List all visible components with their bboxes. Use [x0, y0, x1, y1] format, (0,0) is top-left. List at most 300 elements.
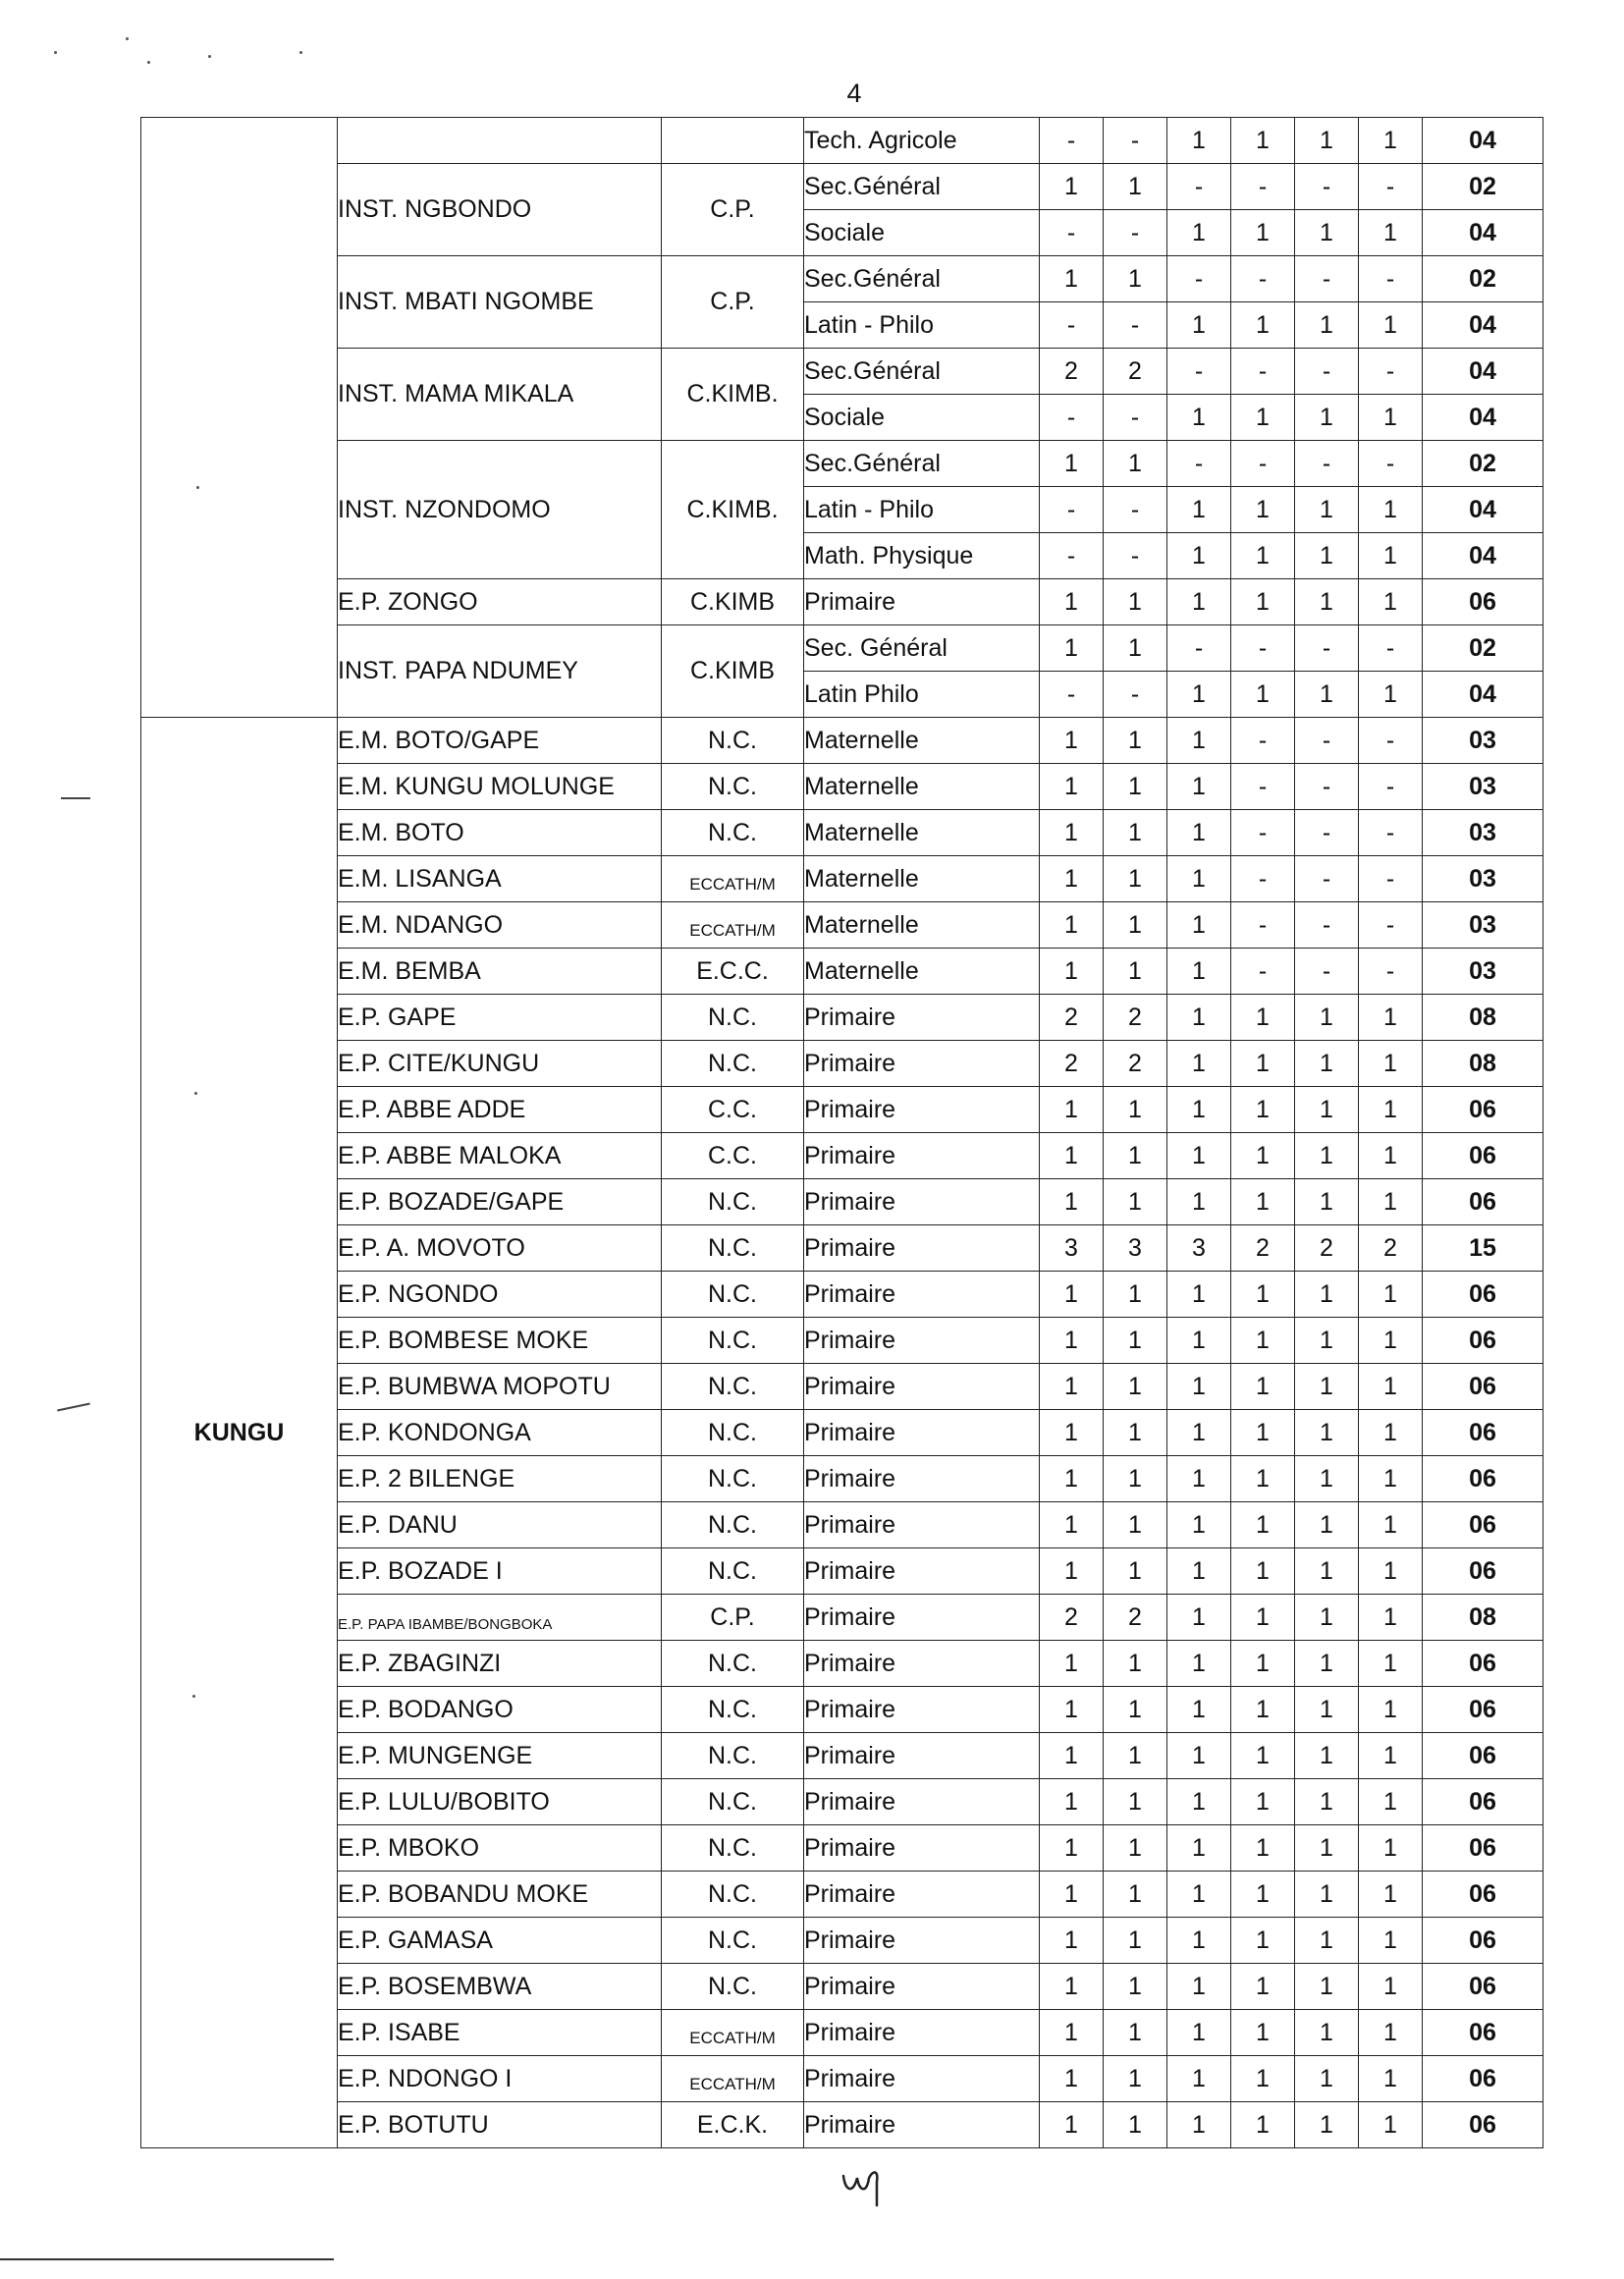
count-cell: 1 — [1167, 1502, 1231, 1548]
count-cell: - — [1231, 810, 1295, 856]
count-cell: 1 — [1104, 2102, 1167, 2148]
count-cell: 1 — [1040, 856, 1104, 902]
count-cell: 1 — [1295, 1087, 1359, 1133]
scan-dot — [208, 55, 211, 58]
total-cell: 04 — [1423, 487, 1543, 533]
code-cell: N.C. — [662, 1733, 804, 1779]
school-cell: E.P. ABBE ADDE — [338, 1087, 662, 1133]
count-cell: 1 — [1167, 949, 1231, 995]
count-cell: - — [1040, 302, 1104, 349]
count-cell: 1 — [1295, 1641, 1359, 1687]
count-cell: 1 — [1104, 1733, 1167, 1779]
count-cell: 1 — [1040, 1364, 1104, 1410]
count-cell: 1 — [1295, 579, 1359, 625]
count-cell: 1 — [1167, 1779, 1231, 1825]
count-cell: - — [1295, 949, 1359, 995]
count-cell: 1 — [1167, 2102, 1231, 2148]
option-cell: Primaire — [804, 1456, 1040, 1502]
count-cell: 1 — [1104, 164, 1167, 210]
count-cell: 1 — [1040, 718, 1104, 764]
count-cell: - — [1295, 856, 1359, 902]
total-cell: 06 — [1423, 1548, 1543, 1595]
count-cell: 1 — [1040, 1548, 1104, 1595]
total-cell: 03 — [1423, 718, 1543, 764]
table-row — [141, 1548, 1543, 1595]
count-cell: 1 — [1104, 1087, 1167, 1133]
total-cell: 04 — [1423, 349, 1543, 395]
count-cell: 3 — [1167, 1225, 1231, 1272]
count-cell: 1 — [1231, 1641, 1295, 1687]
count-cell: 1 — [1231, 533, 1295, 579]
count-cell: 1 — [1040, 164, 1104, 210]
count-cell: 1 — [1231, 1318, 1295, 1364]
school-cell: E.P. ISABE — [338, 2010, 662, 2056]
count-cell: 1 — [1104, 1502, 1167, 1548]
count-cell: 1 — [1359, 1502, 1423, 1548]
count-cell: 1 — [1104, 764, 1167, 810]
count-cell: 1 — [1359, 210, 1423, 256]
table-row — [141, 1825, 1543, 1872]
count-cell: - — [1167, 625, 1231, 672]
code-cell: N.C. — [662, 1548, 804, 1595]
count-cell: 1 — [1104, 256, 1167, 302]
code-cell: ECCATH/M — [662, 2056, 804, 2102]
code-cell: N.C. — [662, 764, 804, 810]
table-row — [141, 718, 1543, 764]
code-cell: N.C. — [662, 1779, 804, 1825]
table-row — [141, 902, 1543, 949]
count-cell: 1 — [1359, 118, 1423, 164]
count-cell: 1 — [1295, 1179, 1359, 1225]
option-cell: Maternelle — [804, 810, 1040, 856]
count-cell: 1 — [1104, 1179, 1167, 1225]
count-cell: 1 — [1040, 1825, 1104, 1872]
total-cell: 06 — [1423, 1502, 1543, 1548]
school-cell: E.P. KONDONGA — [338, 1410, 662, 1456]
total-cell: 06 — [1423, 2010, 1543, 2056]
count-cell: 1 — [1040, 625, 1104, 672]
count-cell: 1 — [1040, 1456, 1104, 1502]
scan-dot — [196, 486, 199, 489]
count-cell: - — [1359, 164, 1423, 210]
count-cell: 1 — [1104, 902, 1167, 949]
option-cell: Sec. Général — [804, 625, 1040, 672]
count-cell: 1 — [1040, 1410, 1104, 1456]
option-cell: Maternelle — [804, 949, 1040, 995]
total-cell: 04 — [1423, 302, 1543, 349]
option-cell: Primaire — [804, 1825, 1040, 1872]
count-cell: - — [1359, 718, 1423, 764]
scan-dot — [126, 37, 129, 40]
total-cell: 04 — [1423, 118, 1543, 164]
option-cell: Latin - Philo — [804, 487, 1040, 533]
count-cell: 2 — [1104, 995, 1167, 1041]
count-cell: - — [1231, 718, 1295, 764]
school-cell: E.P. BOBANDU MOKE — [338, 1872, 662, 1918]
count-cell: 1 — [1167, 1087, 1231, 1133]
count-cell: 1 — [1231, 1964, 1295, 2010]
scan-dot — [147, 61, 150, 64]
count-cell: 1 — [1295, 1687, 1359, 1733]
count-cell: - — [1167, 441, 1231, 487]
table-row — [141, 1502, 1543, 1548]
total-cell: 03 — [1423, 856, 1543, 902]
option-cell: Primaire — [804, 1410, 1040, 1456]
school-cell: E.P. BOTUTU — [338, 2102, 662, 2148]
total-cell: 06 — [1423, 1641, 1543, 1687]
code-cell: C.P. — [662, 164, 804, 256]
count-cell: 1 — [1295, 1733, 1359, 1779]
code-cell: N.C. — [662, 1179, 804, 1225]
count-cell: 1 — [1295, 1318, 1359, 1364]
count-cell: - — [1359, 902, 1423, 949]
count-cell: 2 — [1104, 1595, 1167, 1641]
count-cell: 1 — [1359, 1179, 1423, 1225]
count-cell: - — [1359, 810, 1423, 856]
count-cell: - — [1040, 672, 1104, 718]
code-cell: N.C. — [662, 1918, 804, 1964]
count-cell: 1 — [1295, 1456, 1359, 1502]
table-row — [141, 349, 1543, 395]
code-cell: N.C. — [662, 1825, 804, 1872]
count-cell: 1 — [1359, 1733, 1423, 1779]
count-cell: 1 — [1040, 1133, 1104, 1179]
count-cell: - — [1040, 118, 1104, 164]
school-cell: E.P. MBOKO — [338, 1825, 662, 1872]
count-cell: 1 — [1359, 487, 1423, 533]
count-cell: 1 — [1231, 1825, 1295, 1872]
total-cell: 06 — [1423, 2102, 1543, 2148]
count-cell: 1 — [1231, 1595, 1295, 1641]
count-cell: - — [1040, 210, 1104, 256]
count-cell: 1 — [1167, 856, 1231, 902]
count-cell: 1 — [1295, 1918, 1359, 1964]
table-row — [141, 1364, 1543, 1410]
count-cell: 1 — [1359, 672, 1423, 718]
option-cell: Maternelle — [804, 856, 1040, 902]
school-cell — [338, 118, 662, 164]
count-cell: 1 — [1167, 1872, 1231, 1918]
option-cell: Sec.Général — [804, 349, 1040, 395]
code-cell: N.C. — [662, 1687, 804, 1733]
code-cell: C.KIMB — [662, 579, 804, 625]
count-cell: 1 — [1359, 1318, 1423, 1364]
code-cell: N.C. — [662, 1410, 804, 1456]
count-cell: 1 — [1359, 1364, 1423, 1410]
count-cell: 1 — [1104, 1687, 1167, 1733]
code-cell: C.C. — [662, 1133, 804, 1179]
count-cell: 1 — [1359, 1825, 1423, 1872]
option-cell: Math. Physique — [804, 533, 1040, 579]
count-cell: 1 — [1231, 1687, 1295, 1733]
option-cell: Primaire — [804, 1872, 1040, 1918]
count-cell: 1 — [1231, 395, 1295, 441]
count-cell: 1 — [1167, 118, 1231, 164]
count-cell: 1 — [1040, 1687, 1104, 1733]
count-cell: 1 — [1359, 1087, 1423, 1133]
school-cell: E.P. NDONGO I — [338, 2056, 662, 2102]
count-cell: 1 — [1104, 2010, 1167, 2056]
count-cell: - — [1295, 625, 1359, 672]
option-cell: Primaire — [804, 2056, 1040, 2102]
count-cell: 1 — [1231, 1410, 1295, 1456]
count-cell: 1 — [1104, 2056, 1167, 2102]
count-cell: 1 — [1359, 1641, 1423, 1687]
option-cell: Primaire — [804, 1179, 1040, 1225]
count-cell: 1 — [1167, 810, 1231, 856]
count-cell: 1 — [1167, 302, 1231, 349]
count-cell: 1 — [1040, 579, 1104, 625]
option-cell: Primaire — [804, 1502, 1040, 1548]
count-cell: 1 — [1359, 533, 1423, 579]
count-cell: 1 — [1231, 1272, 1295, 1318]
count-cell: 1 — [1359, 395, 1423, 441]
margin-mark — [57, 1402, 90, 1411]
total-cell: 06 — [1423, 1272, 1543, 1318]
total-cell: 06 — [1423, 1133, 1543, 1179]
count-cell: 1 — [1167, 1548, 1231, 1595]
count-cell: - — [1359, 949, 1423, 995]
table-row — [141, 1733, 1543, 1779]
table-row — [141, 2010, 1543, 2056]
table-row — [141, 1872, 1543, 1918]
count-cell: - — [1231, 856, 1295, 902]
option-cell: Primaire — [804, 2102, 1040, 2148]
count-cell: 1 — [1167, 1179, 1231, 1225]
school-cell: INST. PAPA NDUMEY — [338, 625, 662, 718]
table-row — [141, 118, 1543, 164]
total-cell: 04 — [1423, 395, 1543, 441]
code-cell: C.C. — [662, 1087, 804, 1133]
count-cell: - — [1359, 349, 1423, 395]
count-cell: 1 — [1167, 1687, 1231, 1733]
count-cell: 1 — [1167, 764, 1231, 810]
table-row — [141, 1410, 1543, 1456]
option-cell: Primaire — [804, 1548, 1040, 1595]
total-cell: 03 — [1423, 810, 1543, 856]
count-cell: 1 — [1359, 1595, 1423, 1641]
count-cell: 1 — [1167, 1272, 1231, 1318]
count-cell: 1 — [1295, 1825, 1359, 1872]
total-cell: 06 — [1423, 1087, 1543, 1133]
code-cell: N.C. — [662, 1456, 804, 1502]
table-row — [141, 1272, 1543, 1318]
district-cell: KUNGU — [141, 718, 338, 2148]
count-cell: 1 — [1104, 1364, 1167, 1410]
school-cell: E.P. NGONDO — [338, 1272, 662, 1318]
total-cell: 06 — [1423, 1733, 1543, 1779]
count-cell: 1 — [1359, 1548, 1423, 1595]
total-cell: 06 — [1423, 1456, 1543, 1502]
table-row — [141, 164, 1543, 210]
school-cell: E.P. BOSEMBWA — [338, 1964, 662, 2010]
scan-dot — [194, 1092, 197, 1095]
total-cell: 06 — [1423, 1964, 1543, 2010]
count-cell: 1 — [1295, 1964, 1359, 2010]
count-cell: 1 — [1231, 1872, 1295, 1918]
count-cell: 1 — [1231, 579, 1295, 625]
school-cell: INST. MBATI NGOMBE — [338, 256, 662, 349]
count-cell: 1 — [1231, 1502, 1295, 1548]
school-cell: E.M. BOTO — [338, 810, 662, 856]
count-cell: - — [1104, 395, 1167, 441]
table-row — [141, 256, 1543, 302]
count-cell: 1 — [1040, 1964, 1104, 2010]
count-cell: 1 — [1295, 1548, 1359, 1595]
count-cell: 1 — [1040, 810, 1104, 856]
table-row — [141, 1918, 1543, 1964]
code-cell: N.C. — [662, 1364, 804, 1410]
count-cell: 1 — [1231, 1456, 1295, 1502]
total-cell: 06 — [1423, 579, 1543, 625]
count-cell: 1 — [1231, 487, 1295, 533]
count-cell: 1 — [1040, 949, 1104, 995]
count-cell: 3 — [1104, 1225, 1167, 1272]
count-cell: 1 — [1295, 1872, 1359, 1918]
district-cell — [141, 118, 338, 718]
count-cell: - — [1295, 718, 1359, 764]
code-cell: N.C. — [662, 1641, 804, 1687]
count-cell: 1 — [1231, 2102, 1295, 2148]
count-cell: 1 — [1295, 2010, 1359, 2056]
count-cell: 1 — [1104, 579, 1167, 625]
count-cell: - — [1104, 533, 1167, 579]
option-cell: Sec.Général — [804, 164, 1040, 210]
count-cell: 1 — [1104, 1133, 1167, 1179]
count-cell: 1 — [1104, 1318, 1167, 1364]
count-cell: 1 — [1040, 1179, 1104, 1225]
count-cell: 1 — [1295, 1410, 1359, 1456]
count-cell: 1 — [1167, 1825, 1231, 1872]
count-cell: - — [1167, 349, 1231, 395]
count-cell: 1 — [1359, 2102, 1423, 2148]
total-cell: 06 — [1423, 1318, 1543, 1364]
table-row — [141, 1595, 1543, 1641]
count-cell: - — [1359, 625, 1423, 672]
option-cell: Sec.Général — [804, 441, 1040, 487]
count-cell: 1 — [1104, 810, 1167, 856]
count-cell: 1 — [1295, 210, 1359, 256]
total-cell: 06 — [1423, 1687, 1543, 1733]
code-cell: N.C. — [662, 718, 804, 764]
count-cell: 1 — [1104, 949, 1167, 995]
school-cell: E.M. BEMBA — [338, 949, 662, 995]
option-cell: Primaire — [804, 1687, 1040, 1733]
count-cell: 1 — [1104, 1272, 1167, 1318]
table-row — [141, 1779, 1543, 1825]
table-row — [141, 1318, 1543, 1364]
option-cell: Maternelle — [804, 718, 1040, 764]
count-cell: 1 — [1359, 1272, 1423, 1318]
count-cell: 1 — [1295, 1779, 1359, 1825]
count-cell: 1 — [1167, 1964, 1231, 2010]
count-cell: - — [1359, 856, 1423, 902]
total-cell: 06 — [1423, 1779, 1543, 1825]
count-cell: 1 — [1167, 1410, 1231, 1456]
count-cell: 1 — [1359, 995, 1423, 1041]
count-cell: 1 — [1167, 1733, 1231, 1779]
count-cell: 1 — [1295, 2056, 1359, 2102]
count-cell: 2 — [1295, 1225, 1359, 1272]
option-cell: Primaire — [804, 1595, 1040, 1641]
table-row — [141, 579, 1543, 625]
table-row — [141, 1964, 1543, 2010]
count-cell: 1 — [1295, 1595, 1359, 1641]
code-cell: N.C. — [662, 810, 804, 856]
option-cell: Primaire — [804, 1779, 1040, 1825]
count-cell: 1 — [1295, 2102, 1359, 2148]
count-cell: 1 — [1231, 118, 1295, 164]
count-cell: 1 — [1040, 2056, 1104, 2102]
staffing-table — [140, 117, 1543, 2148]
table-row — [141, 995, 1543, 1041]
total-cell: 08 — [1423, 1595, 1543, 1641]
count-cell: - — [1104, 118, 1167, 164]
count-cell: 1 — [1167, 1318, 1231, 1364]
school-cell: E.P. BOZADE/GAPE — [338, 1179, 662, 1225]
option-cell: Primaire — [804, 1087, 1040, 1133]
count-cell: 1 — [1040, 1872, 1104, 1918]
count-cell: 1 — [1295, 487, 1359, 533]
scan-dot — [299, 51, 302, 54]
count-cell: 1 — [1359, 1410, 1423, 1456]
count-cell: - — [1295, 764, 1359, 810]
count-cell: - — [1040, 395, 1104, 441]
count-cell: - — [1231, 764, 1295, 810]
count-cell: 1 — [1359, 1041, 1423, 1087]
count-cell: - — [1295, 810, 1359, 856]
school-cell: E.P. GAMASA — [338, 1918, 662, 1964]
school-cell: E.P. ZBAGINZI — [338, 1641, 662, 1687]
table-row — [141, 1041, 1543, 1087]
count-cell: 1 — [1167, 1456, 1231, 1502]
table-row — [141, 2056, 1543, 2102]
school-cell: E.P. BODANGO — [338, 1687, 662, 1733]
option-cell: Latin Philo — [804, 672, 1040, 718]
code-cell: E.C.K. — [662, 2102, 804, 2148]
option-cell: Primaire — [804, 1041, 1040, 1087]
total-cell: 03 — [1423, 902, 1543, 949]
count-cell: 1 — [1231, 1087, 1295, 1133]
table-row — [141, 856, 1543, 902]
count-cell: - — [1231, 902, 1295, 949]
option-cell: Primaire — [804, 1918, 1040, 1964]
school-cell: E.P. A. MOVOTO — [338, 1225, 662, 1272]
option-cell: Primaire — [804, 1733, 1040, 1779]
scan-dot — [54, 51, 57, 54]
count-cell: 1 — [1167, 672, 1231, 718]
total-cell: 04 — [1423, 672, 1543, 718]
code-cell: N.C. — [662, 1502, 804, 1548]
count-cell: 1 — [1295, 672, 1359, 718]
count-cell: 1 — [1104, 856, 1167, 902]
table-row — [141, 1179, 1543, 1225]
count-cell: 1 — [1295, 533, 1359, 579]
count-cell: 1 — [1359, 1964, 1423, 2010]
count-cell: 2 — [1359, 1225, 1423, 1272]
school-cell: INST. MAMA MIKALA — [338, 349, 662, 441]
footer-rule — [0, 2258, 334, 2260]
count-cell: 2 — [1040, 995, 1104, 1041]
table-row — [141, 764, 1543, 810]
school-cell: E.P. MUNGENGE — [338, 1733, 662, 1779]
option-cell: Latin - Philo — [804, 302, 1040, 349]
code-cell: C.KIMB. — [662, 441, 804, 579]
code-cell: N.C. — [662, 1318, 804, 1364]
count-cell: 1 — [1359, 2010, 1423, 2056]
count-cell: 2 — [1040, 1595, 1104, 1641]
option-cell: Primaire — [804, 1964, 1040, 2010]
